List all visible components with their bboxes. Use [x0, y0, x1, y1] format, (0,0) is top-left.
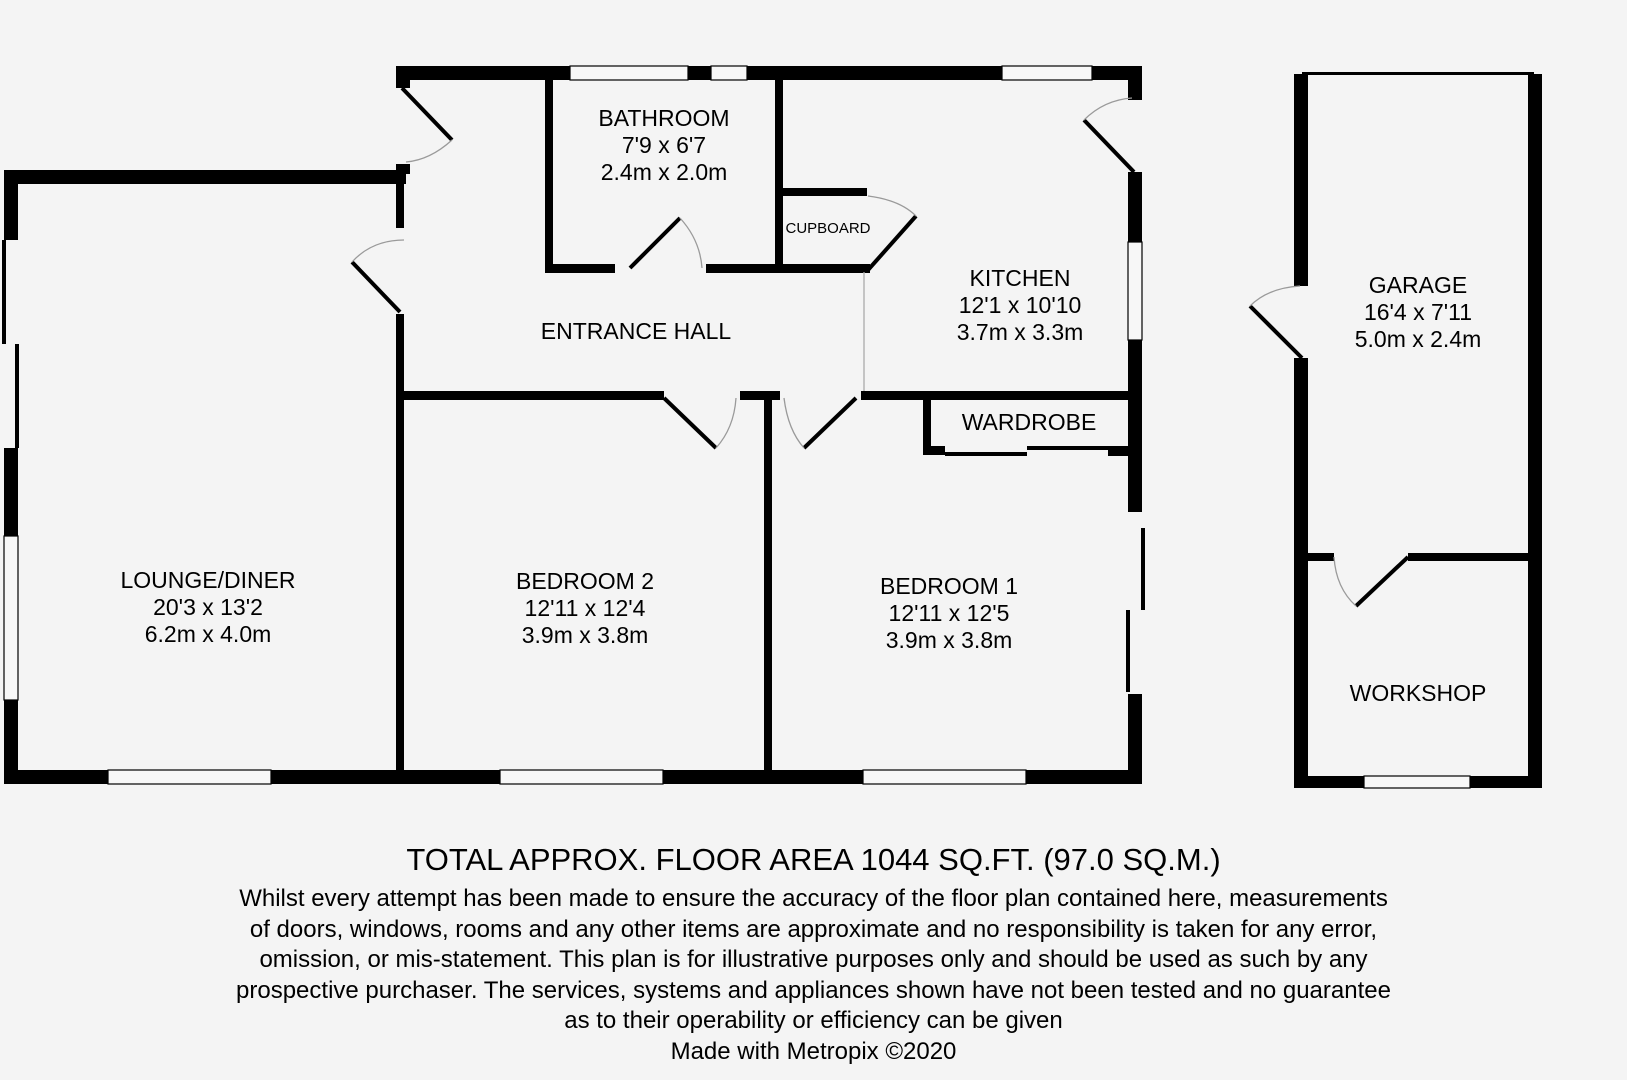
window-workshop-bottom: [1364, 776, 1470, 788]
door-bathroom: [630, 218, 680, 268]
room-imperial: 7'9 x 6'7: [621, 132, 707, 158]
door-bedroom-1: [804, 398, 856, 448]
total-floor-area: TOTAL APPROX. FLOOR AREA 1044 SQ.FT. (97.0 SQ.M.): [406, 842, 1221, 877]
room-label-wardrobe: [962, 409, 1097, 436]
disclaimer-line: prospective purchaser. The services, systems and appliances shown have not been tested and no guarantee: [236, 976, 1391, 1004]
window-lounge-bottom: [108, 770, 271, 784]
room-metric: 6.2m x 4.0m: [144, 621, 272, 647]
room-label-workshop: [1350, 680, 1487, 707]
room-label-bedroom-2: [516, 568, 654, 649]
room-metric: 2.4m x 2.0m: [600, 159, 728, 185]
room-metric: 3.7m x 3.3m: [956, 319, 1084, 345]
disclaimer: [0, 884, 1627, 1067]
room-label-lounge-diner: [120, 567, 295, 648]
window-kitchen-top: [1002, 66, 1092, 80]
room-name: CUPBOARD: [785, 220, 871, 237]
room-metric: 5.0m x 2.4m: [1354, 326, 1482, 352]
room-label-kitchen: [957, 265, 1084, 346]
room-imperial: 20'3 x 13'2: [153, 594, 263, 620]
room-imperial: 12'11 x 12'4: [524, 595, 646, 621]
room-name: LOUNGE/DINER: [120, 567, 296, 593]
room-name: BEDROOM 1: [879, 573, 1019, 599]
door-lounge: [352, 262, 400, 312]
room-imperial: 16'4 x 7'11: [1363, 299, 1473, 325]
room-label-garage: [1355, 272, 1482, 353]
room-imperial: 12'11 x 12'5: [888, 600, 1010, 626]
room-label-cupboard: [785, 220, 870, 238]
door-garage-side: [1250, 306, 1302, 358]
door-bedroom-2: [664, 398, 716, 448]
garage-wall-left: [1294, 74, 1308, 286]
door-front: [402, 88, 452, 140]
wall-top-lounge: [4, 170, 406, 184]
room-name: BEDROOM 2: [515, 568, 655, 594]
room-name: GARAGE: [1368, 272, 1468, 298]
garage-wall-right: [1528, 74, 1542, 788]
room-name: WORKSHOP: [1349, 680, 1487, 706]
disclaimer-line: of doors, windows, rooms and any other items are approximate and no responsibility is taken for any error,: [249, 915, 1378, 943]
room-name: ENTRANCE HALL: [540, 318, 732, 344]
credit: Made with Metropix ©2020: [670, 1037, 957, 1065]
room-imperial: 12'1 x 10'10: [958, 292, 1082, 318]
room-name: KITCHEN: [969, 265, 1071, 291]
window-bathroom-1: [570, 66, 688, 80]
room-metric: 3.9m x 3.8m: [885, 627, 1013, 653]
disclaimer-line: Whilst every attempt has been made to ensure the accuracy of the floor plan contained here, measurements: [239, 885, 1388, 912]
disclaimer-line: as to their operability or efficiency can be given: [564, 1007, 1063, 1034]
room-name: BATHROOM: [598, 105, 730, 131]
door-workshop: [1356, 557, 1408, 606]
window-lounge-side: [4, 536, 18, 700]
room-metric: 3.9m x 3.8m: [521, 622, 649, 648]
room-name: WARDROBE: [961, 409, 1097, 435]
room-label-entrance-hall: [541, 318, 731, 345]
window-bedroom1-bottom: [863, 770, 1026, 784]
room-label-bathroom: [598, 105, 729, 186]
window-kitchen-side: [1128, 242, 1142, 340]
window-bathroom-2: [711, 66, 747, 80]
door-kitchen-external: [1084, 120, 1134, 172]
window-bedroom2-bottom: [500, 770, 663, 784]
disclaimer-line: omission, or mis-statement. This plan is for illustrative purposes only and should be used as such by any: [259, 946, 1368, 973]
door-cupboard: [868, 216, 916, 270]
room-label-bedroom-1: [880, 573, 1018, 654]
